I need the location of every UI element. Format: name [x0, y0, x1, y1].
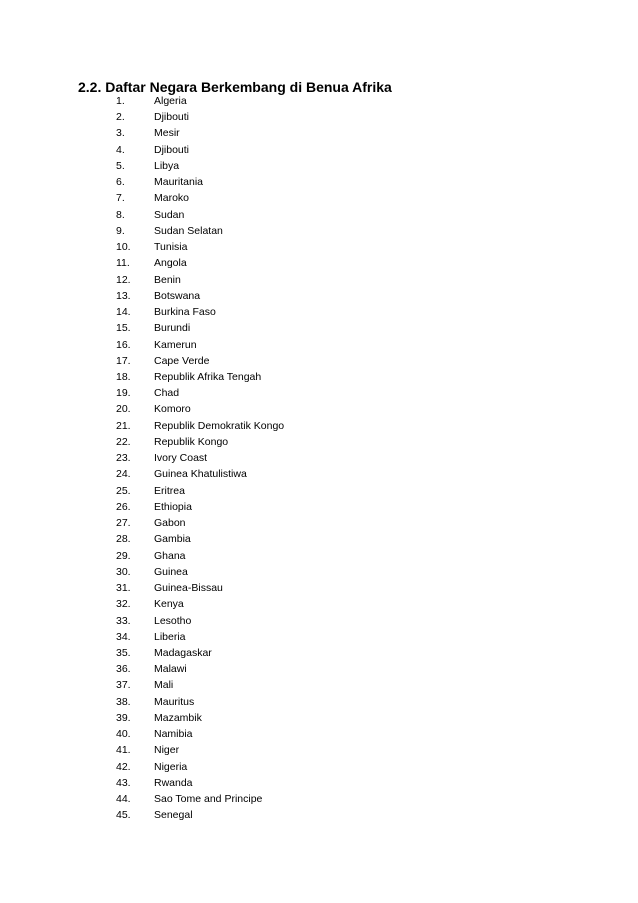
- list-item-country-name: Sudan Selatan: [154, 224, 223, 237]
- list-item: [0, 337, 638, 353]
- list-item-country-name: Mauritania: [154, 176, 204, 189]
- list-item-country-name: Liberia: [154, 630, 186, 643]
- list-item-country-name: Cape Verde: [154, 354, 210, 367]
- list-item: [0, 580, 638, 596]
- list-item: [0, 320, 638, 336]
- list-item-number: 23.: [116, 452, 131, 465]
- list-item: [0, 288, 638, 304]
- list-item: [0, 499, 638, 515]
- list-item: [0, 466, 638, 482]
- list-item: [0, 450, 638, 466]
- list-item-number: 12.: [116, 273, 131, 286]
- list-item-number: 3.: [116, 127, 125, 140]
- list-item-number: 29.: [116, 549, 131, 562]
- list-item: [0, 775, 638, 791]
- list-item: [0, 726, 638, 742]
- list-item-country-name: Kamerun: [154, 338, 197, 351]
- list-item-number: 21.: [116, 419, 131, 432]
- list-item: [0, 807, 638, 823]
- list-item-number: 28.: [116, 533, 131, 546]
- list-item: [0, 613, 638, 629]
- list-item: [0, 418, 638, 434]
- list-item: [0, 142, 638, 158]
- list-item-country-name: Ethiopia: [154, 500, 192, 513]
- list-item-country-name: Madagaskar: [154, 646, 212, 659]
- list-item-number: 39.: [116, 711, 131, 724]
- list-item: [0, 564, 638, 580]
- list-item-number: 40.: [116, 728, 131, 741]
- list-item: [0, 515, 638, 531]
- list-item-country-name: Rwanda: [154, 776, 193, 789]
- list-item-number: 10.: [116, 241, 131, 254]
- list-item: [0, 677, 638, 693]
- list-item-country-name: Republik Afrika Tengah: [154, 370, 262, 383]
- list-item-country-name: Nigeria: [154, 760, 188, 773]
- list-item-number: 24.: [116, 468, 131, 481]
- list-item-number: 37.: [116, 679, 131, 692]
- list-item-country-name: Ivory Coast: [154, 452, 208, 465]
- list-item-country-name: Gabon: [154, 517, 186, 530]
- list-item-country-name: Chad: [154, 387, 180, 400]
- list-item-country-name: Libya: [154, 159, 180, 172]
- list-item-number: 22.: [116, 435, 131, 448]
- list-item: [0, 369, 638, 385]
- list-item-country-name: Maroko: [154, 192, 190, 205]
- list-item-country-name: Mazambik: [154, 711, 202, 724]
- list-item: [0, 401, 638, 417]
- list-item: [0, 190, 638, 206]
- list-item-country-name: Namibia: [154, 728, 193, 741]
- list-item: [0, 109, 638, 125]
- list-item-number: 4.: [116, 143, 125, 156]
- list-item-number: 6.: [116, 176, 125, 189]
- list-item-number: 38.: [116, 695, 131, 708]
- list-item-country-name: Botswana: [154, 289, 201, 302]
- list-item-number: 19.: [116, 387, 131, 400]
- list-item-country-name: Ghana: [154, 549, 186, 562]
- list-item-country-name: Benin: [154, 273, 181, 286]
- list-item: [0, 548, 638, 564]
- list-item: [0, 239, 638, 255]
- list-item: [0, 483, 638, 499]
- list-item: [0, 629, 638, 645]
- list-item-country-name: Malawi: [154, 663, 187, 676]
- list-item: [0, 304, 638, 320]
- list-item-number: 14.: [116, 306, 131, 319]
- list-item: [0, 125, 638, 141]
- list-item: [0, 645, 638, 661]
- list-item-country-name: Djibouti: [154, 111, 190, 124]
- list-item-number: 35.: [116, 646, 131, 659]
- list-item-number: 18.: [116, 370, 131, 383]
- list-item-country-name: Mali: [154, 679, 174, 692]
- list-item-number: 42.: [116, 760, 131, 773]
- list-item: [0, 596, 638, 612]
- list-item-country-name: Republik Kongo: [154, 435, 229, 448]
- list-item: [0, 158, 638, 174]
- list-item: [0, 207, 638, 223]
- list-item-country-name: Sudan: [154, 208, 185, 221]
- list-item-number: 30.: [116, 565, 131, 578]
- list-item-country-name: Guinea: [154, 565, 188, 578]
- page-title: 2.2. Daftar Negara Berkembang di Benua Afrika: [78, 79, 392, 95]
- list-item-country-name: Komoro: [154, 403, 191, 416]
- list-item: [0, 174, 638, 190]
- list-item-number: 45.: [116, 809, 131, 822]
- list-item-country-name: Tunisia: [154, 241, 188, 254]
- list-item-number: 41.: [116, 744, 131, 757]
- list-item-number: 13.: [116, 289, 131, 302]
- list-item-number: 34.: [116, 630, 131, 643]
- list-item-country-name: Republik Demokratik Kongo: [154, 419, 285, 432]
- list-item-number: 33.: [116, 614, 131, 627]
- list-item-country-name: Burundi: [154, 322, 191, 335]
- list-item: [0, 742, 638, 758]
- list-item-number: 7.: [116, 192, 125, 205]
- list-item-country-name: Mauritus: [154, 695, 195, 708]
- list-item-number: 2.: [116, 111, 125, 124]
- list-item-number: 17.: [116, 354, 131, 367]
- list-item: [0, 694, 638, 710]
- list-item: [0, 353, 638, 369]
- list-item: [0, 531, 638, 547]
- list-item-number: 25.: [116, 484, 131, 497]
- list-item: [0, 661, 638, 677]
- list-item-number: 11.: [116, 257, 130, 270]
- country-list: [0, 93, 638, 824]
- list-item-country-name: Djibouti: [154, 143, 190, 156]
- list-item: [0, 93, 638, 109]
- list-item-country-name: Angola: [154, 257, 187, 270]
- list-item-country-name: Kenya: [154, 598, 184, 611]
- list-item: [0, 255, 638, 271]
- list-item-country-name: Niger: [154, 744, 180, 757]
- list-item-number: 43.: [116, 776, 131, 789]
- list-item-country-name: Algeria: [154, 95, 187, 107]
- list-item: [0, 272, 638, 288]
- list-item-country-name: Guinea Khatulistiwa: [154, 468, 247, 481]
- list-item-number: 5.: [116, 159, 125, 172]
- list-item-number: 8.: [116, 208, 125, 221]
- list-item-number: 20.: [116, 403, 131, 416]
- list-item-number: 26.: [116, 500, 131, 513]
- list-item-number: 15.: [116, 322, 131, 335]
- list-item-number: 16.: [116, 338, 131, 351]
- list-item-country-name: Eritrea: [154, 484, 185, 497]
- list-item-number: 32.: [116, 598, 131, 611]
- list-item: [0, 434, 638, 450]
- list-item-country-name: Burkina Faso: [154, 306, 216, 319]
- list-item-country-name: Sao Tome and Principe: [154, 793, 263, 806]
- list-item: [0, 223, 638, 239]
- list-item-country-name: Mesir: [154, 127, 180, 140]
- list-item-country-name: Guinea-Bissau: [154, 582, 223, 595]
- list-item: [0, 759, 638, 775]
- list-item-country-name: Gambia: [154, 533, 191, 546]
- list-item-number: 27.: [116, 517, 131, 530]
- list-item-number: 44.: [116, 793, 131, 806]
- list-item-number: 9.: [116, 224, 125, 237]
- list-item-number: 36.: [116, 663, 131, 676]
- list-item-number: 31.: [116, 582, 131, 595]
- list-item: [0, 791, 638, 807]
- list-item-country-name: Senegal: [154, 809, 193, 822]
- list-item: [0, 385, 638, 401]
- list-item-number: 1.: [116, 95, 125, 107]
- list-item: [0, 710, 638, 726]
- list-item-country-name: Lesotho: [154, 614, 192, 627]
